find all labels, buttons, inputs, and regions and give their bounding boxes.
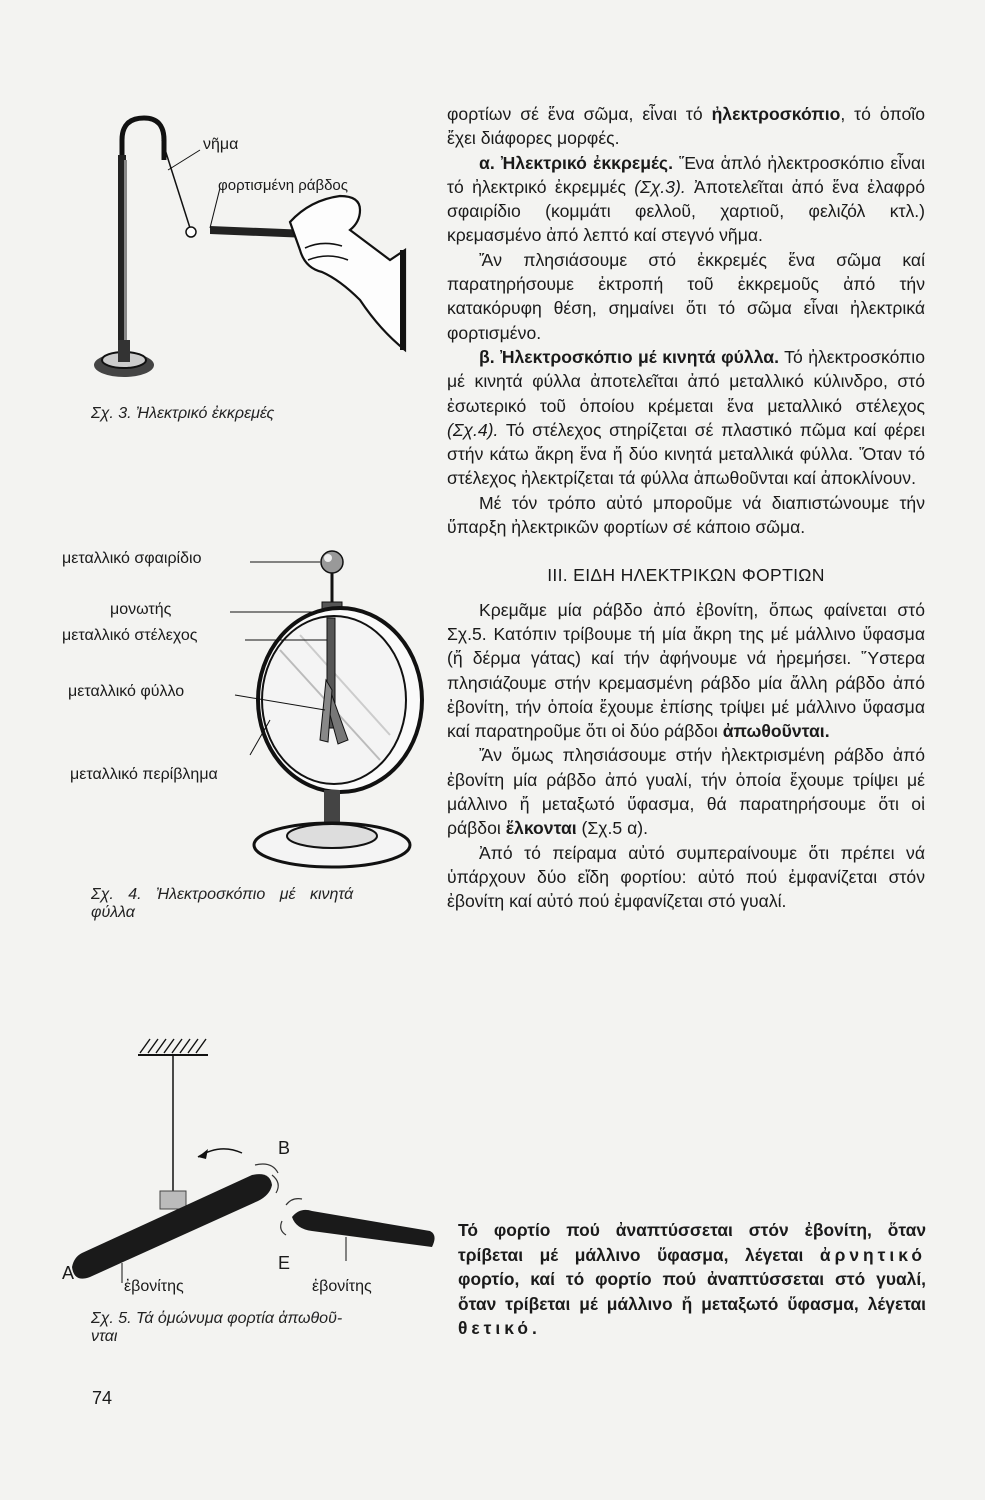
paragraph-glass xyxy=(447,743,925,840)
fig5-caption-line2: νται xyxy=(91,1328,118,1345)
def-text-2: φορτίο, καί τό φορτίο πού ἀναπτύσσεται στό γυαλί, ὅταν τρίβεται μέ μάλλινο ἤ μεταξωτό ὕφασμα, λέγεται xyxy=(458,1269,926,1314)
paragraph-leaf-electroscope xyxy=(447,345,925,491)
figure-5-ebonite-rods xyxy=(60,1025,440,1285)
fig5-label-ebonite-right: ἐβονίτης xyxy=(312,1278,372,1295)
paragraph-pendulum xyxy=(447,151,925,248)
fig4-label-leaf: μεταλλικό φύλλο xyxy=(68,683,185,700)
p1-tail: , τό ὁποῖο ἔχει διάφορες μορφές. xyxy=(447,104,925,149)
fig5-caption-line1: Σχ. 5. Τά ὁμώνυμα φορτία ἀπωθοῦ- xyxy=(91,1310,343,1327)
figure-4-electroscope xyxy=(230,540,430,870)
figure-3-pendulum xyxy=(60,100,420,400)
page-number: 74 xyxy=(92,1388,113,1408)
p2-tail: Ἀποτελεῖται ἀπό ἕνα ἐλαφρό σφαιρίδιο (κομμάτι φελλοῦ, χαρτιοῦ, φελιζόλ κτλ.) κρεμασμένο ἀπό λεπτό καί στεγνό νῆμα. xyxy=(447,176,925,246)
fig4-label-case: μεταλλικό περίβλημα xyxy=(70,766,218,783)
definition-block xyxy=(458,1218,926,1341)
paragraph-conclusion: Ἀπό τό πείραμα αὐτό συμπεραίνουμε ὅτι πρέπει νά ὑπάρχουν δύο εἴδη φορτίου: αὐτό πού ἐμφανίζεται στόν ἐβονίτη καί αὐτό πού ἐμφανίζεται στό γυαλί. xyxy=(447,842,925,912)
section-heading: ΙΙΙ. ΕΙΔΗ ΗΛΕΚΤΡΙΚΩΝ ΦΟΡΤΙΩΝ xyxy=(547,565,825,586)
p1-bold: ἠλεκτροσκόπιο xyxy=(711,104,841,124)
def-positive: θετικό xyxy=(458,1318,532,1338)
p7-tail: (Σχ.5 α). xyxy=(576,818,648,839)
fig4-caption-line2: φύλλα xyxy=(91,904,135,921)
p6-text: Κρεμᾶμε μία ράβδο ἀπό ἐβονίτη, ὅπως φαίνεται στό Σχ.5. Κατόπιν τρίβουμε τή μία ἄκρη της μέ μάλλινο ὕφασμα (ἤ δέρμα γάτας) καί τήν ἀφήνουμε νά ἠρεμήσει. Ὕστερα πλησιάζουμε στήν κρεμασμένη ράβδο μία ἄλλη ράβδο ἀπό ἐβονίτη, τήν ὁποία ἔχουμε ἐπίσης τρίψει μέ μάλλινο ὕφασμα καί παρατηροῦμε ὅτι οἱ δύο ράβδοι xyxy=(447,599,925,742)
p4-text: Τό ἠλεκτροσκόπιο μέ κινητά φύλλα ἀποτελεῖται ἀπό μεταλλικό κύλινδρο, στό ἐσωτερικό τοῦ ὁποίου κρέμεται ἕνα μεταλλικό στέλεχος xyxy=(447,346,925,416)
p4-tail: Τό στέλεχος στηρίζεται σέ πλαστικό πῶμα καί φέρει στήν κάτω ἄκρη ἕνα ἤ δύο κινητά μεταλλικά φύλλα. Ὅταν τό στέλεχος ἠλεκτρίζεται τά φύλλα ἀπωθοῦνται καί ἀποκλίνουν. xyxy=(447,419,925,489)
fig5-label-ebonite-left: ἐβονίτης xyxy=(124,1278,184,1295)
paragraph-intro xyxy=(447,102,925,151)
paragraph-detection: Μέ τόν τρόπο αὐτό μποροῦμε νά διαπιστώνουμε τήν ὕπαρξη ἠλεκτρικῶν φορτίων σέ κάποιο σῶμα. xyxy=(447,492,925,538)
fig4-label-insulator: μονωτής xyxy=(110,601,172,618)
fig4-label-sphere: μεταλλικό σφαιρίδιο xyxy=(62,550,202,567)
def-end: . xyxy=(532,1318,537,1338)
paragraph-experiment xyxy=(447,598,925,744)
fig4-caption-line1: Σχ. 4. Ἠλεκτροσκόπιο μέ κινητά xyxy=(91,886,354,903)
fig4-label-stem: μεταλλικό στέλεχος xyxy=(62,627,198,644)
p4-ref: (Σχ.4). xyxy=(447,419,499,440)
p2-heading: α. Ἠλεκτρικό ἐκκρεμές. xyxy=(479,152,673,173)
def-negative: ἀρνητικό xyxy=(819,1244,926,1265)
fig5-caption xyxy=(91,1310,421,1346)
fig5-label-A: A xyxy=(62,1263,75,1283)
p2-ref: (Σχ.3). xyxy=(634,176,686,197)
def-text-1: Τό φορτίο πού ἀναπτύσσεται στόν ἐβονίτη, ὅταν τρίβεται μέ μάλλινο ὕφασμα, λέγεται xyxy=(458,1220,926,1265)
p7-text: Ἄν ὅμως πλησιάσουμε στήν ἠλεκτρισμένη ράβδο ἀπό ἐβονίτη μία ράβδο ἀπό γυαλί, τήν ὁποία ἔχουμε τρίψει μέ μάλλινο ἤ μεταξωτό ὕφασμα, θά παρατηρήσουμε ὅτι οἱ ράβδοι xyxy=(447,745,925,839)
p2-text: Ἕνα ἁπλό ἠλεκτροσκόπιο εἶναι τό ἠλεκτρικό ἐκρεμμές xyxy=(447,152,925,197)
fig3-label-thread: νῆμα xyxy=(203,136,239,153)
fig3-caption: Σχ. 3. Ἠλεκτρικό ἐκκρεμές xyxy=(91,405,275,422)
p6-bold: ἀπωθοῦνται. xyxy=(722,721,830,742)
fig3-label-rod: φορτισμένη ράβδος xyxy=(218,177,348,194)
fig4-caption xyxy=(91,886,391,922)
main-text-column xyxy=(447,102,925,914)
fig5-label-E: E xyxy=(278,1253,291,1273)
p4-heading: β. Ἠλεκτροσκόπιο μέ κινητά φύλλα. xyxy=(479,346,779,367)
p1-text: φορτίων σέ ἕνα σῶμα, εἶναι τό xyxy=(447,104,712,124)
paragraph-deflection: Ἄν πλησιάσουμε στό ἐκκρεμές ἕνα σῶμα καί παρατηρήσουμε ἐκτροπή τοῦ ἐκκρεμοῦς ἀπό τήν κατακόρυφη θέση, σημαίνει ὅτι τό σῶμα εἶναι ἠλεκτρικά φορτισμένο. xyxy=(447,249,925,343)
p7-bold: ἕλκονται xyxy=(505,818,577,839)
fig5-label-B: B xyxy=(278,1138,291,1158)
